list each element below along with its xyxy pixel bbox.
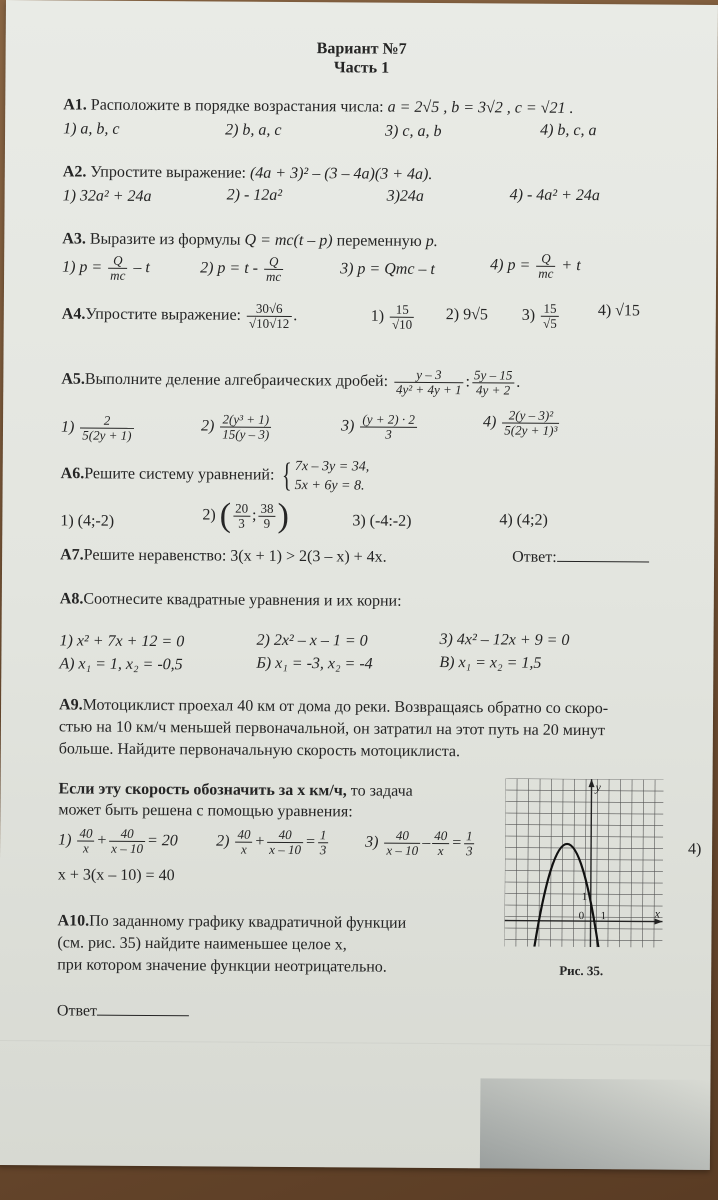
minus-sign: –: [422, 834, 431, 852]
a4-option-1[interactable]: [371, 303, 417, 332]
grid-line-vertical: [504, 779, 505, 947]
a4-option-3[interactable]: [522, 302, 561, 331]
a5-number: А5.: [61, 370, 85, 388]
grid-line-vertical: [550, 779, 551, 947]
equals-sign: =: [304, 833, 316, 851]
a4-o1-label: 1): [370, 307, 385, 325]
a9-line-3: больше. Найдите первоначальную скорость мотоциклиста.: [58, 740, 461, 761]
a2-expression: (4a + 3)² – (3 – 4a)(3 + 4a).: [249, 164, 433, 183]
grid-line-vertical: [642, 779, 643, 947]
grid-line-horizontal: [505, 813, 663, 814]
a7-question: [60, 546, 387, 566]
a5-o1-label: 1): [60, 418, 75, 436]
a3-tail: переменную: [336, 232, 422, 250]
a9-o3-label: 3): [365, 833, 379, 851]
figure-caption: Рис. 35.: [559, 962, 604, 979]
a3-text: Выразите из формулы: [89, 230, 241, 249]
a4-option-2[interactable]: 2) 9√5: [445, 306, 488, 324]
grid-line-horizontal: [505, 825, 663, 826]
a3-o1-rhs: – t: [133, 259, 150, 277]
a4-text: Упростите выражение:: [85, 305, 242, 324]
grid-line-vertical: [585, 779, 586, 947]
grid-line-horizontal: [505, 848, 663, 849]
a4-number: А4.: [61, 305, 86, 323]
a9-o2-label: 2): [216, 832, 230, 850]
a5-fraction-2: $\frac{5y - 15}{4y + 2}$: [472, 368, 514, 397]
a4-o1-fraction: $\frac{15}{√10}$: [390, 303, 414, 332]
a9-o1-rhs: = 20: [146, 832, 178, 850]
a6-question: [61, 455, 370, 495]
grid-line-horizontal: [505, 882, 663, 883]
a3-o2-fraction: $\frac{Q}{mc}$: [264, 255, 283, 284]
a10-line-1: [58, 912, 407, 932]
a5-o2-label: 2): [200, 417, 215, 435]
a8-text: Соотнесите квадратные уравнения и их корни:: [83, 590, 402, 610]
a7-answer-label: Ответ:: [512, 548, 557, 566]
a9-setup-bold: Если эту скорость обозначить за x км/ч,: [58, 780, 347, 800]
a5-option-2[interactable]: [201, 412, 273, 442]
a5-question: А5.Выполните деление алгебраических дробей: $\frac{y - 3}{\text{4y² + 4y + 1}}$ : $\frac{5y - 15}{4y + 2}$ .: [61, 366, 521, 398]
a1-text: Расположите в порядке возрастания числа:: [90, 96, 384, 116]
grid-line-horizontal: [505, 802, 663, 803]
a10-line-2: (см. рис. 35) найдите наименьшее целое x,: [57, 934, 347, 954]
a6-system: 7x – 3y = 34, 5x + 6y = 8.: [294, 459, 370, 494]
a3-option-2[interactable]: [200, 254, 285, 284]
a9-option-2[interactable]: [216, 827, 330, 857]
a1-option-2[interactable]: 2) b, a, c: [225, 121, 282, 139]
a8-equation-3: 3) 4x² – 12x + 9 = 0: [439, 631, 570, 649]
x-axis-label: x: [654, 906, 661, 921]
a5-option-4[interactable]: [483, 408, 562, 438]
a3-o2-lhs: 2) p = t -: [200, 259, 259, 277]
a9-o3-frac-a: $\frac{40}{x - 10}$: [384, 829, 420, 858]
a5-o4-label: 4): [483, 413, 497, 431]
a10-number: А10.: [57, 912, 90, 930]
a9-o2-frac-b: $\frac{40}{x - 10}$: [267, 828, 303, 857]
paper-fold: [0, 1040, 711, 1046]
grid-line-horizontal: [504, 940, 662, 941]
grid-line-horizontal: [505, 836, 663, 837]
a3-formula: Q = mc(t – p): [244, 231, 333, 250]
a1-expression: a = 2√5 , b = 3√2 , c = √21 .: [387, 98, 574, 117]
a10-answer-blank[interactable]: [97, 1001, 189, 1017]
a10-answer[interactable]: [57, 1000, 189, 1021]
origin-label: 0: [578, 910, 585, 923]
a9-line-1: [59, 696, 608, 718]
a7-answer-blank[interactable]: [557, 547, 649, 563]
a3-o4-lhs: 4) p =: [490, 256, 531, 274]
a3-option-3[interactable]: 3) p = Qmc – t: [340, 260, 435, 279]
y-unit-label: 1: [581, 891, 588, 904]
a6-text: Решите систему уравнений:: [84, 465, 275, 484]
a6-o2-label: 2): [202, 506, 216, 524]
a4-o3-label: 3): [521, 306, 536, 324]
a5-o2-fraction: $\frac{\text{2(y³ + 1)}}{15(y - 3)}$: [220, 413, 271, 442]
a8-root-v[interactable]: В) x₁ = x₂ = 1,5: [439, 654, 542, 672]
a7-answer[interactable]: [512, 547, 649, 568]
a6-number: А6.: [60, 465, 85, 483]
a3-o4-rhs: + t: [561, 257, 581, 275]
a2-option-4[interactable]: 4) - 4a² + 24a: [509, 186, 600, 205]
a4-o3-fraction: $\frac{15}{√5}$: [541, 302, 559, 331]
a9-option-1[interactable]: [58, 826, 178, 856]
a8-equation-2: 2) 2x² – x – 1 = 0: [256, 631, 368, 650]
a3-o4-fraction: $\frac{Q}{mc}$: [536, 252, 555, 281]
a8-question: [60, 590, 402, 610]
a3-option-1[interactable]: [62, 253, 150, 283]
a5-option-3[interactable]: [341, 412, 419, 442]
grid-line-vertical: [631, 779, 632, 947]
a6-option-4[interactable]: 4) (4;2): [499, 511, 548, 529]
a5-text: Выполните деление алгебраических дробей:: [84, 370, 389, 390]
a9-o1-label: 1): [58, 831, 72, 849]
y-axis-arrow: [589, 779, 595, 787]
a3-option-4[interactable]: [490, 251, 581, 281]
a8-root-b[interactable]: Б) x₁ = -3, x₂ = -4: [256, 654, 373, 673]
a3-question: [62, 230, 438, 251]
a9-text-1: Мотоциклист проехал 40 км от дома до реки. Возвращаясь обратно со скоро-: [82, 696, 609, 718]
grid-line-vertical: [516, 779, 517, 947]
grid-line-horizontal: [505, 928, 663, 929]
a1-option-1[interactable]: 1) a, b, c: [63, 120, 120, 138]
a2-option-3[interactable]: 3)24a: [386, 187, 425, 205]
a3-variable: p.: [425, 232, 438, 251]
parabola-graph: [504, 779, 663, 948]
grid-line-vertical: [562, 779, 563, 947]
a1-option-3[interactable]: 3) c, a, b: [385, 122, 442, 141]
a10-answer-label: Ответ: [56, 1002, 98, 1020]
grid-line-vertical: [596, 779, 597, 947]
a2-option-1[interactable]: 1) 32a² + 24a: [62, 187, 152, 206]
a6-option-2[interactable]: 2) ( $\frac{20}{3}$ ; $\frac{38}{9}$ ): [202, 497, 289, 535]
photo-shadow: [480, 1078, 711, 1170]
a4-option-4[interactable]: 4) √15: [597, 302, 641, 320]
a9-setup-tail: то задача: [350, 782, 413, 800]
plus-sign: +: [254, 832, 266, 851]
a7-number: А7.: [60, 546, 84, 564]
a9-option-4-expression[interactable]: x + 3(x – 10) = 40: [57, 866, 175, 885]
a1-question: [63, 96, 573, 118]
grid-line-vertical: [608, 779, 609, 947]
y-axis: [590, 779, 591, 947]
a5-o3-label: 3): [340, 417, 355, 435]
a9-option-4-label[interactable]: 4): [688, 840, 702, 858]
a4-question: А4.Упростите выражение: $\frac{30√6}{√10√12}$ .: [61, 300, 298, 331]
a10-line-3: при котором значение функции неотрицательно.: [57, 956, 387, 976]
grid-line-horizontal: [505, 905, 663, 906]
grid: [504, 779, 663, 948]
a6-option-3[interactable]: 3) (-4:-2): [352, 512, 412, 530]
grid-line-vertical: [573, 779, 574, 947]
a5-fraction-1: $\frac{y - 3}{\text{4y² + 4y + 1}}$: [394, 368, 464, 397]
a9-o3-frac-c: $\frac{1}{3}$: [465, 828, 473, 859]
a3-number: А3.: [62, 230, 86, 248]
a5-option-1[interactable]: [61, 413, 136, 443]
a4-expression-fraction: $\frac{30√6}{√10√12}$: [247, 302, 291, 331]
a9-o3-frac-b: $\frac{40}{x}$: [432, 829, 449, 858]
a2-option-2[interactable]: 2) - 12a²: [226, 186, 283, 204]
a3-o1-lhs: 1) p =: [62, 258, 103, 276]
a1-option-4[interactable]: 4) b, c, a: [540, 121, 597, 140]
grid-line-vertical: [619, 779, 620, 947]
a9-setup-line-1: [58, 780, 412, 800]
a1-number: А1.: [63, 96, 87, 114]
part-title: Часть 1: [333, 59, 390, 77]
grid-line-horizontal: [506, 779, 664, 780]
a6-o2-fraction-2: $\frac{38}{9}$: [258, 502, 275, 531]
grid-line-horizontal: [505, 859, 663, 860]
a2-question: [63, 163, 433, 184]
grid-line-horizontal: [505, 790, 663, 791]
a9-number: А9.: [59, 696, 83, 714]
a6-option-1[interactable]: 1) (4;-2): [60, 512, 115, 530]
a5-colon: :: [465, 373, 471, 391]
a9-o1-frac-a: $\frac{40}{x}$: [77, 827, 94, 856]
x-unit-label: 1: [600, 910, 607, 923]
a9-o2-frac-a: $\frac{40}{x}$: [235, 828, 252, 857]
a3-o1-fraction: $\frac{Q}{mc}$: [108, 254, 127, 283]
a9-o2-frac-c: $\frac{1}{3}$: [319, 827, 327, 858]
a5-o3-fraction: $\frac{(y + 2) \cdot 2}{3}$: [360, 412, 417, 441]
a9-o1-frac-b: $\frac{40}{x - 10}$: [109, 827, 145, 856]
a8-root-a[interactable]: А) x₁ = 1, x₂ = -0,5: [59, 655, 183, 674]
variant-title: Вариант №7: [316, 40, 407, 58]
grid-line-vertical: [527, 779, 528, 947]
a5-o1-fraction: $\frac{2}{5(2y + 1)}$: [80, 414, 133, 443]
a9-line-2: стью на 10 км/ч меньшей первоначальной, он затратил на этот путь на 20 минут: [58, 718, 606, 740]
a2-number: А2.: [62, 163, 87, 181]
a9-option-3[interactable]: [365, 829, 477, 859]
plus-sign: +: [96, 831, 108, 849]
a5-o4-fraction: $\frac{\text{2(y – 3)²}}{\text{5(2y + 1)³}}$: [502, 408, 559, 437]
a7-text: Решите неравенство: 3(x + 1) > 2(3 – x) + 4x.: [83, 546, 387, 566]
a10-text-1: По заданному графику квадратичной функции: [89, 912, 407, 932]
system-brace: {: [281, 456, 292, 495]
y-axis-label: y: [595, 780, 601, 795]
a8-number: А8.: [59, 590, 84, 608]
a9-setup-line-2: может быть решена с помощью уравнения:: [58, 801, 353, 821]
a6-o2-fraction-1: $\frac{20}{3}$: [233, 502, 250, 531]
a2-text: Упростите выражение:: [90, 163, 247, 182]
a8-equation-1: 1) x² + 7x + 12 = 0: [59, 632, 185, 651]
equals-sign: =: [451, 834, 463, 852]
